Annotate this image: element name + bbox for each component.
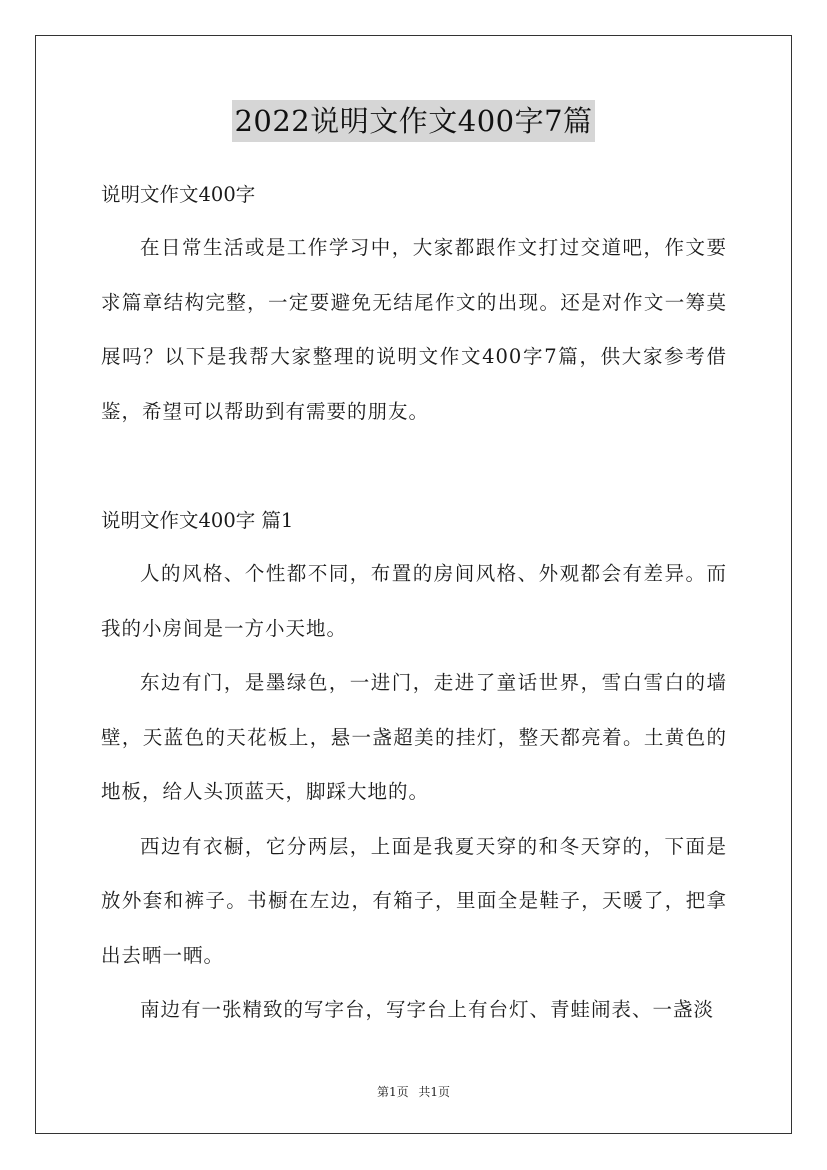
intro-paragraph: 在日常生活或是工作学习中，大家都跟作文打过交道吧，作文要求篇章结构完整，一定要避免无结尾作文的出现。还是对作文一筹莫展吗？以下是我帮大家整理的说明文作文400字7篇，供大家参考借鉴，希望可以帮助到有需要的朋友。 [101, 236, 727, 423]
intro-block [101, 221, 727, 439]
essay1-paragraph-1: 人的风格、个性都不同，布置的房间风格、外观都会有差异。而我的小房间是一方小天地。 [101, 562, 727, 640]
essay1-body [101, 547, 727, 1038]
essay1-heading: 说明文作文400字 篇1 [101, 509, 294, 532]
document-title: 2022说明文作文400字7篇 [232, 100, 594, 142]
essay1-paragraph-3: 西边有衣橱，它分两层，上面是我夏天穿的和冬天穿的，下面是放外套和裤子。书橱在左边，有箱子，里面全是鞋子，天暖了，把拿出去晒一晒。 [101, 834, 727, 967]
page-number: 第1页 [376, 1085, 409, 1099]
page-total: 共1页 [418, 1085, 451, 1099]
title-container [0, 100, 827, 142]
section-heading: 说明文作文400字 [101, 183, 256, 206]
essay1-paragraph-2: 东边有门，是墨绿色，一进门，走进了童话世界，雪白雪白的墙壁，天蓝色的天花板上，悬一盏超美的挂灯，整天都亮着。土黄色的地板，给人头顶蓝天，脚踩大地的。 [101, 671, 727, 803]
essay1-paragraph-4: 南边有一张精致的写字台，写字台上有台灯、青蛙闹表、一盏淡 [140, 998, 715, 1021]
page-footer [0, 1084, 827, 1100]
